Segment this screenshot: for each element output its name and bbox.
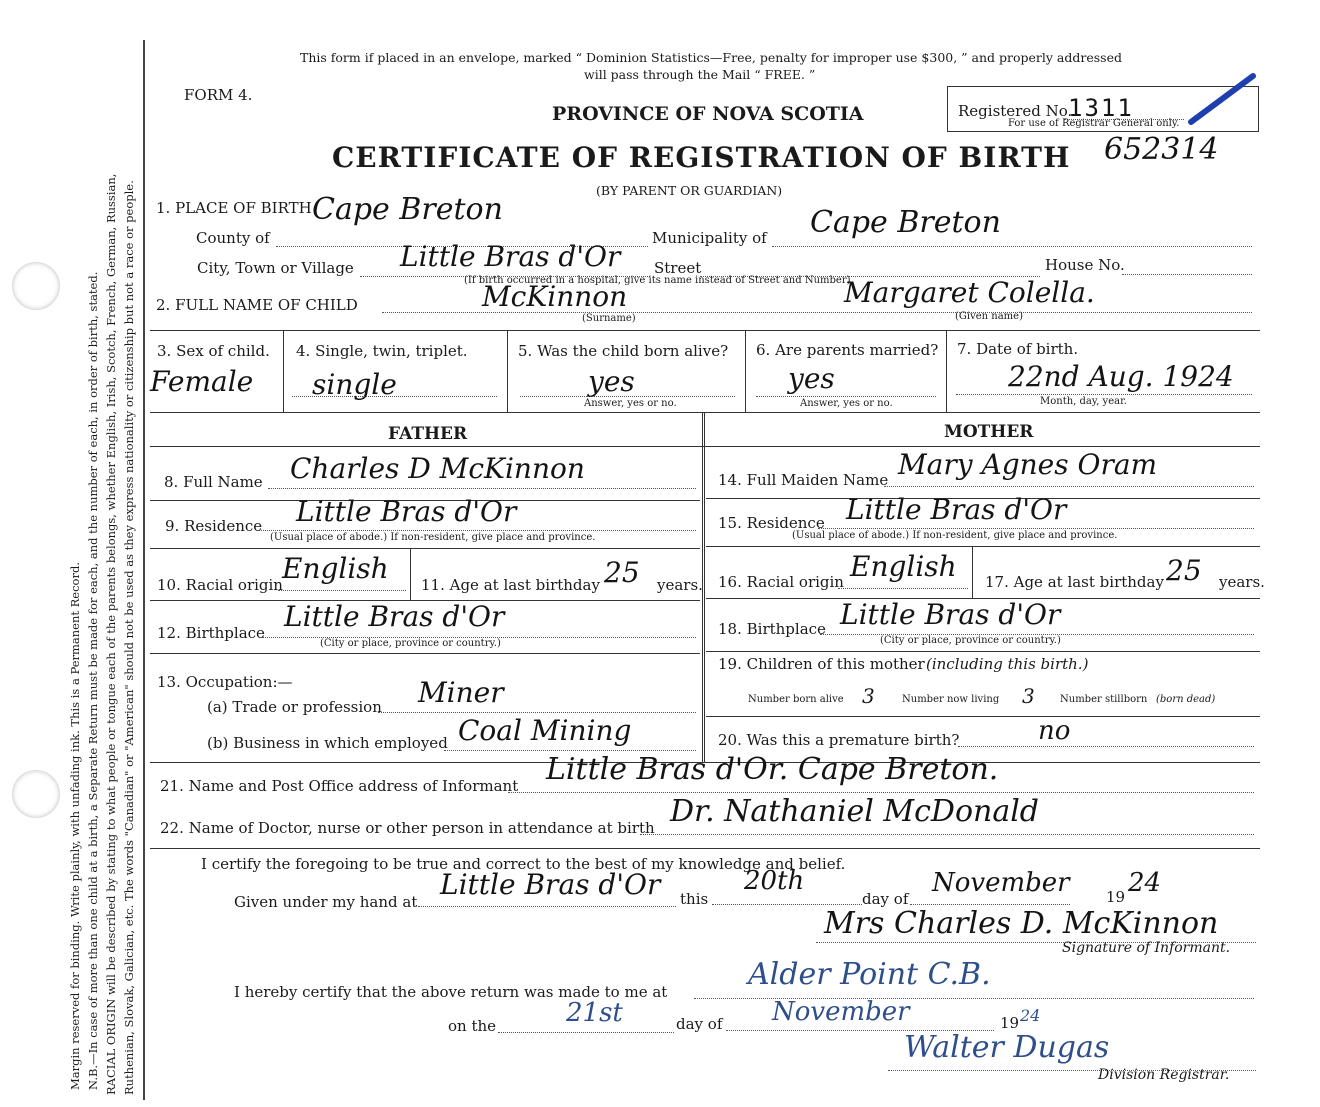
- born-alive-value: yes: [588, 365, 635, 398]
- date-of-birth-value: 22nd Aug. 1924: [1008, 360, 1234, 393]
- given-under-hand-label: Given under my hand at: [234, 893, 418, 911]
- mother-children-note: (including this birth.): [926, 655, 1089, 673]
- given-place-value: Little Bras d'Or: [440, 868, 661, 901]
- mother-residence-value: Little Bras d'Or: [846, 493, 1067, 526]
- father-occupation-label: 13. Occupation:—: [157, 673, 293, 691]
- born-alive-label: 5. Was the child born alive?: [518, 342, 729, 360]
- rule-below-name: [150, 330, 1260, 331]
- rule-below-doctor: [150, 848, 1260, 849]
- registrar-on-label: on the: [448, 1017, 497, 1035]
- registered-no-label: Registered No.: [958, 102, 1073, 120]
- father-residence-line: [258, 530, 696, 531]
- registrar-day-value: 21st: [566, 998, 623, 1028]
- surname-caption: (Surname): [582, 313, 636, 324]
- city-value: Little Bras d'Or: [400, 240, 621, 273]
- mother-birthplace-label: 18. Birthplace: [718, 620, 826, 638]
- father-age-label: 11. Age at last birthday: [421, 576, 600, 594]
- father-rule-2: [150, 548, 700, 549]
- parents-married-line: [756, 396, 936, 397]
- doctor-label: 22. Name of Doctor, nurse or other person in attendance at birth: [160, 819, 655, 837]
- margin-note-2: N.B.—In case of more than one child at a birth, a Separate Return must be made for each, and the number of each, in order of birth, stated.: [86, 271, 100, 1090]
- punch-hole-bottom: [12, 770, 60, 818]
- father-age-years: years.: [657, 576, 703, 594]
- registered-no-value: 1311: [1068, 94, 1134, 122]
- province-heading: PROVINCE OF NOVA SCOTIA: [552, 103, 864, 125]
- given-month-line: [910, 904, 1070, 905]
- divider-plural: [507, 330, 508, 412]
- date-of-birth-line: [956, 394, 1252, 395]
- certificate-title: CERTIFICATE OF REGISTRATION OF BIRTH: [332, 141, 1071, 174]
- house-no-line: [1122, 274, 1252, 275]
- premature-label: 20. Was this a premature birth?: [718, 731, 960, 749]
- child-name-label: 2. FULL NAME OF CHILD: [156, 296, 358, 314]
- punch-hole-top: [12, 262, 60, 310]
- doctor-value: Dr. Nathaniel McDonald: [670, 794, 1040, 829]
- mother-rule-5: [706, 716, 1260, 717]
- registrar-year-prefix: 19: [1000, 1014, 1020, 1032]
- born-alive-caption: Answer, yes or no.: [584, 398, 677, 409]
- mother-birthplace-caption: (City or place, province or country.): [880, 635, 1061, 646]
- premature-value: no: [1038, 716, 1071, 746]
- father-name-value: Charles D McKinnon: [290, 452, 585, 485]
- mother-children-label: 19. Children of this mother: [718, 655, 925, 673]
- certificate-number: 652314: [1104, 132, 1219, 167]
- margin-note-3: RACIAL ORIGIN will be described by stating to what people or tongue each of the parents belongs, whether English, Irish, Scotch, French, German, Russian,: [104, 173, 118, 1095]
- mail-notice-line2: will pass through the Mail “ FREE. ”: [584, 67, 816, 82]
- child-name-line: [382, 312, 1252, 313]
- county-label: County of: [196, 229, 270, 247]
- certificate-subtitle: (BY PARENT OR GUARDIAN): [596, 183, 783, 198]
- municipality-label: Municipality of: [652, 229, 767, 247]
- mother-residence-label: 15. Residence: [718, 514, 825, 532]
- now-living-count-label: Number now living: [902, 694, 1000, 705]
- father-trade-value: Miner: [418, 676, 504, 709]
- father-business-line: [444, 750, 696, 751]
- this-label: this: [680, 890, 709, 908]
- father-racial-label: 10. Racial origin: [157, 576, 283, 594]
- father-residence-label: 9. Residence: [165, 517, 263, 535]
- father-birthplace-value: Little Bras d'Or: [284, 600, 505, 633]
- father-trade-label: (a) Trade or profession: [207, 698, 382, 716]
- informant-signature-caption: Signature of Informant.: [1062, 940, 1231, 956]
- given-day-value: 20th: [744, 866, 805, 896]
- registrar-day-line: [498, 1032, 674, 1033]
- mother-rule-2: [706, 546, 1260, 547]
- parents-married-caption: Answer, yes or no.: [800, 398, 893, 409]
- sex-value: Female: [150, 365, 254, 398]
- father-business-value: Coal Mining: [458, 714, 632, 747]
- mother-racial-divider: [972, 546, 973, 598]
- given-year-prefix: 19: [1106, 888, 1126, 906]
- father-name-label: 8. Full Name: [164, 473, 263, 491]
- registrar-general-note: For use of Registrar General only.: [1008, 118, 1180, 129]
- mother-age-value: 25: [1166, 554, 1202, 587]
- born-alive-count-value: 3: [862, 684, 875, 708]
- parents-married-value: yes: [788, 362, 835, 395]
- father-trade-line: [378, 712, 696, 713]
- registrar-signature: Walter Dugas: [904, 1030, 1110, 1065]
- registrar-year-value: 24: [1020, 1006, 1041, 1025]
- place-of-birth-label: 1. PLACE OF BIRTH: [156, 199, 312, 217]
- mother-residence-caption: (Usual place of abode.) If non-resident, give place and province.: [792, 530, 1118, 541]
- child-given-name-value: Margaret Colella.: [844, 276, 1095, 309]
- divider-sex: [283, 330, 284, 412]
- plurality-value: single: [312, 368, 397, 401]
- born-alive-count-label: Number born alive: [748, 694, 844, 705]
- given-place-line: [418, 906, 676, 907]
- mother-racial-label: 16. Racial origin: [718, 573, 844, 591]
- binding-margin-line: [143, 40, 145, 1100]
- given-day-of-label: day of: [862, 890, 909, 908]
- rule-below-details: [150, 412, 1260, 413]
- informant-label: 21. Name and Post Office address of Informant: [160, 777, 519, 795]
- date-of-birth-caption: Month, day, year.: [1040, 396, 1127, 407]
- mother-name-label: 14. Full Maiden Name: [718, 471, 889, 489]
- margin-note-1: Margin reserved for binding. Write plainly, with unfading ink. This is a Permanent Record.: [68, 562, 82, 1090]
- born-alive-line: [520, 396, 735, 397]
- registrar-place-value: Alder Point C.B.: [748, 957, 991, 992]
- mother-age-label: 17. Age at last birthday: [985, 573, 1164, 591]
- father-racial-value: English: [282, 552, 389, 585]
- mother-racial-value: English: [850, 550, 957, 583]
- registrar-day-of-label: day of: [676, 1015, 723, 1033]
- city-label: City, Town or Village: [197, 259, 354, 277]
- given-year-value: 24: [1128, 868, 1162, 898]
- sex-label: 3. Sex of child.: [157, 342, 270, 360]
- parents-married-label: 6. Are parents married?: [756, 341, 939, 359]
- stillborn-count-note: (born dead): [1156, 694, 1216, 705]
- now-living-count-value: 3: [1022, 684, 1035, 708]
- form-number: FORM 4.: [184, 86, 253, 104]
- mother-heading: MOTHER: [944, 422, 1034, 442]
- father-age-value: 25: [604, 556, 640, 589]
- father-birthplace-label: 12. Birthplace: [157, 624, 265, 642]
- municipality-line: [772, 246, 1252, 247]
- informant-signature: Mrs Charles D. McKinnon: [824, 906, 1219, 941]
- mother-rule-4: [706, 651, 1260, 652]
- registrar-statement: I hereby certify that the above return was made to me at: [234, 983, 668, 1001]
- child-surname-value: McKinnon: [482, 280, 628, 313]
- blue-check-mark: [1185, 70, 1260, 130]
- doctor-line: [640, 834, 1254, 835]
- divider-alive: [745, 330, 746, 412]
- given-day-line: [712, 904, 862, 905]
- certify-statement: I certify the foregoing to be true and correct to the best of my knowledge and belief.: [201, 855, 846, 873]
- division-registrar-caption: Division Registrar.: [1098, 1067, 1230, 1083]
- rule-under-headings: [150, 446, 1260, 447]
- mother-racial-line: [838, 588, 968, 589]
- mail-notice-line1: This form if placed in an envelope, marked “ Dominion Statistics—Free, penalty for improper use $300, ” and properly addressed: [300, 50, 1122, 65]
- registrar-month-value: November: [772, 997, 910, 1027]
- father-racial-divider: [410, 548, 411, 600]
- father-heading: FATHER: [388, 424, 468, 444]
- father-name-line: [268, 488, 696, 489]
- plurality-line: [292, 396, 497, 397]
- informant-value: Little Bras d'Or. Cape Breton.: [546, 752, 999, 787]
- premature-line: [958, 746, 1254, 747]
- given-name-caption: (Given name): [955, 311, 1023, 322]
- father-residence-value: Little Bras d'Or: [296, 495, 517, 528]
- stillborn-count-label: Number stillborn: [1060, 694, 1148, 705]
- date-of-birth-label: 7. Date of birth.: [957, 340, 1079, 358]
- father-rule-4: [150, 653, 700, 654]
- mother-name-value: Mary Agnes Oram: [898, 448, 1158, 481]
- mother-age-years: years.: [1219, 573, 1265, 591]
- given-month-value: November: [932, 868, 1070, 898]
- mother-residence-line: [818, 528, 1254, 529]
- father-racial-line: [278, 590, 406, 591]
- margin-note-4: Ruthenian, Slovak, Galician, etc. The words "Canadian" or "American" should not be used as they express nationality or citizenship but not a race or people.: [122, 180, 136, 1095]
- place-of-birth-value: Cape Breton: [312, 192, 503, 227]
- street-label: Street: [654, 259, 702, 277]
- mother-birthplace-value: Little Bras d'Or: [840, 598, 1061, 631]
- house-no-label: House No.: [1045, 256, 1125, 274]
- father-business-label: (b) Business in which employed: [207, 734, 448, 752]
- municipality-value: Cape Breton: [810, 205, 1001, 240]
- father-residence-caption: (Usual place of abode.) If non-resident, give place and province.: [270, 532, 596, 543]
- mother-name-line: [884, 486, 1254, 487]
- father-birthplace-caption: (City or place, province or country.): [320, 638, 501, 649]
- plurality-label: 4. Single, twin, triplet.: [296, 342, 468, 360]
- divider-married: [946, 330, 947, 412]
- informant-line: [508, 792, 1254, 793]
- hospital-note: (If birth occurred in a hospital, give its name instead of Street and Number): [464, 275, 851, 286]
